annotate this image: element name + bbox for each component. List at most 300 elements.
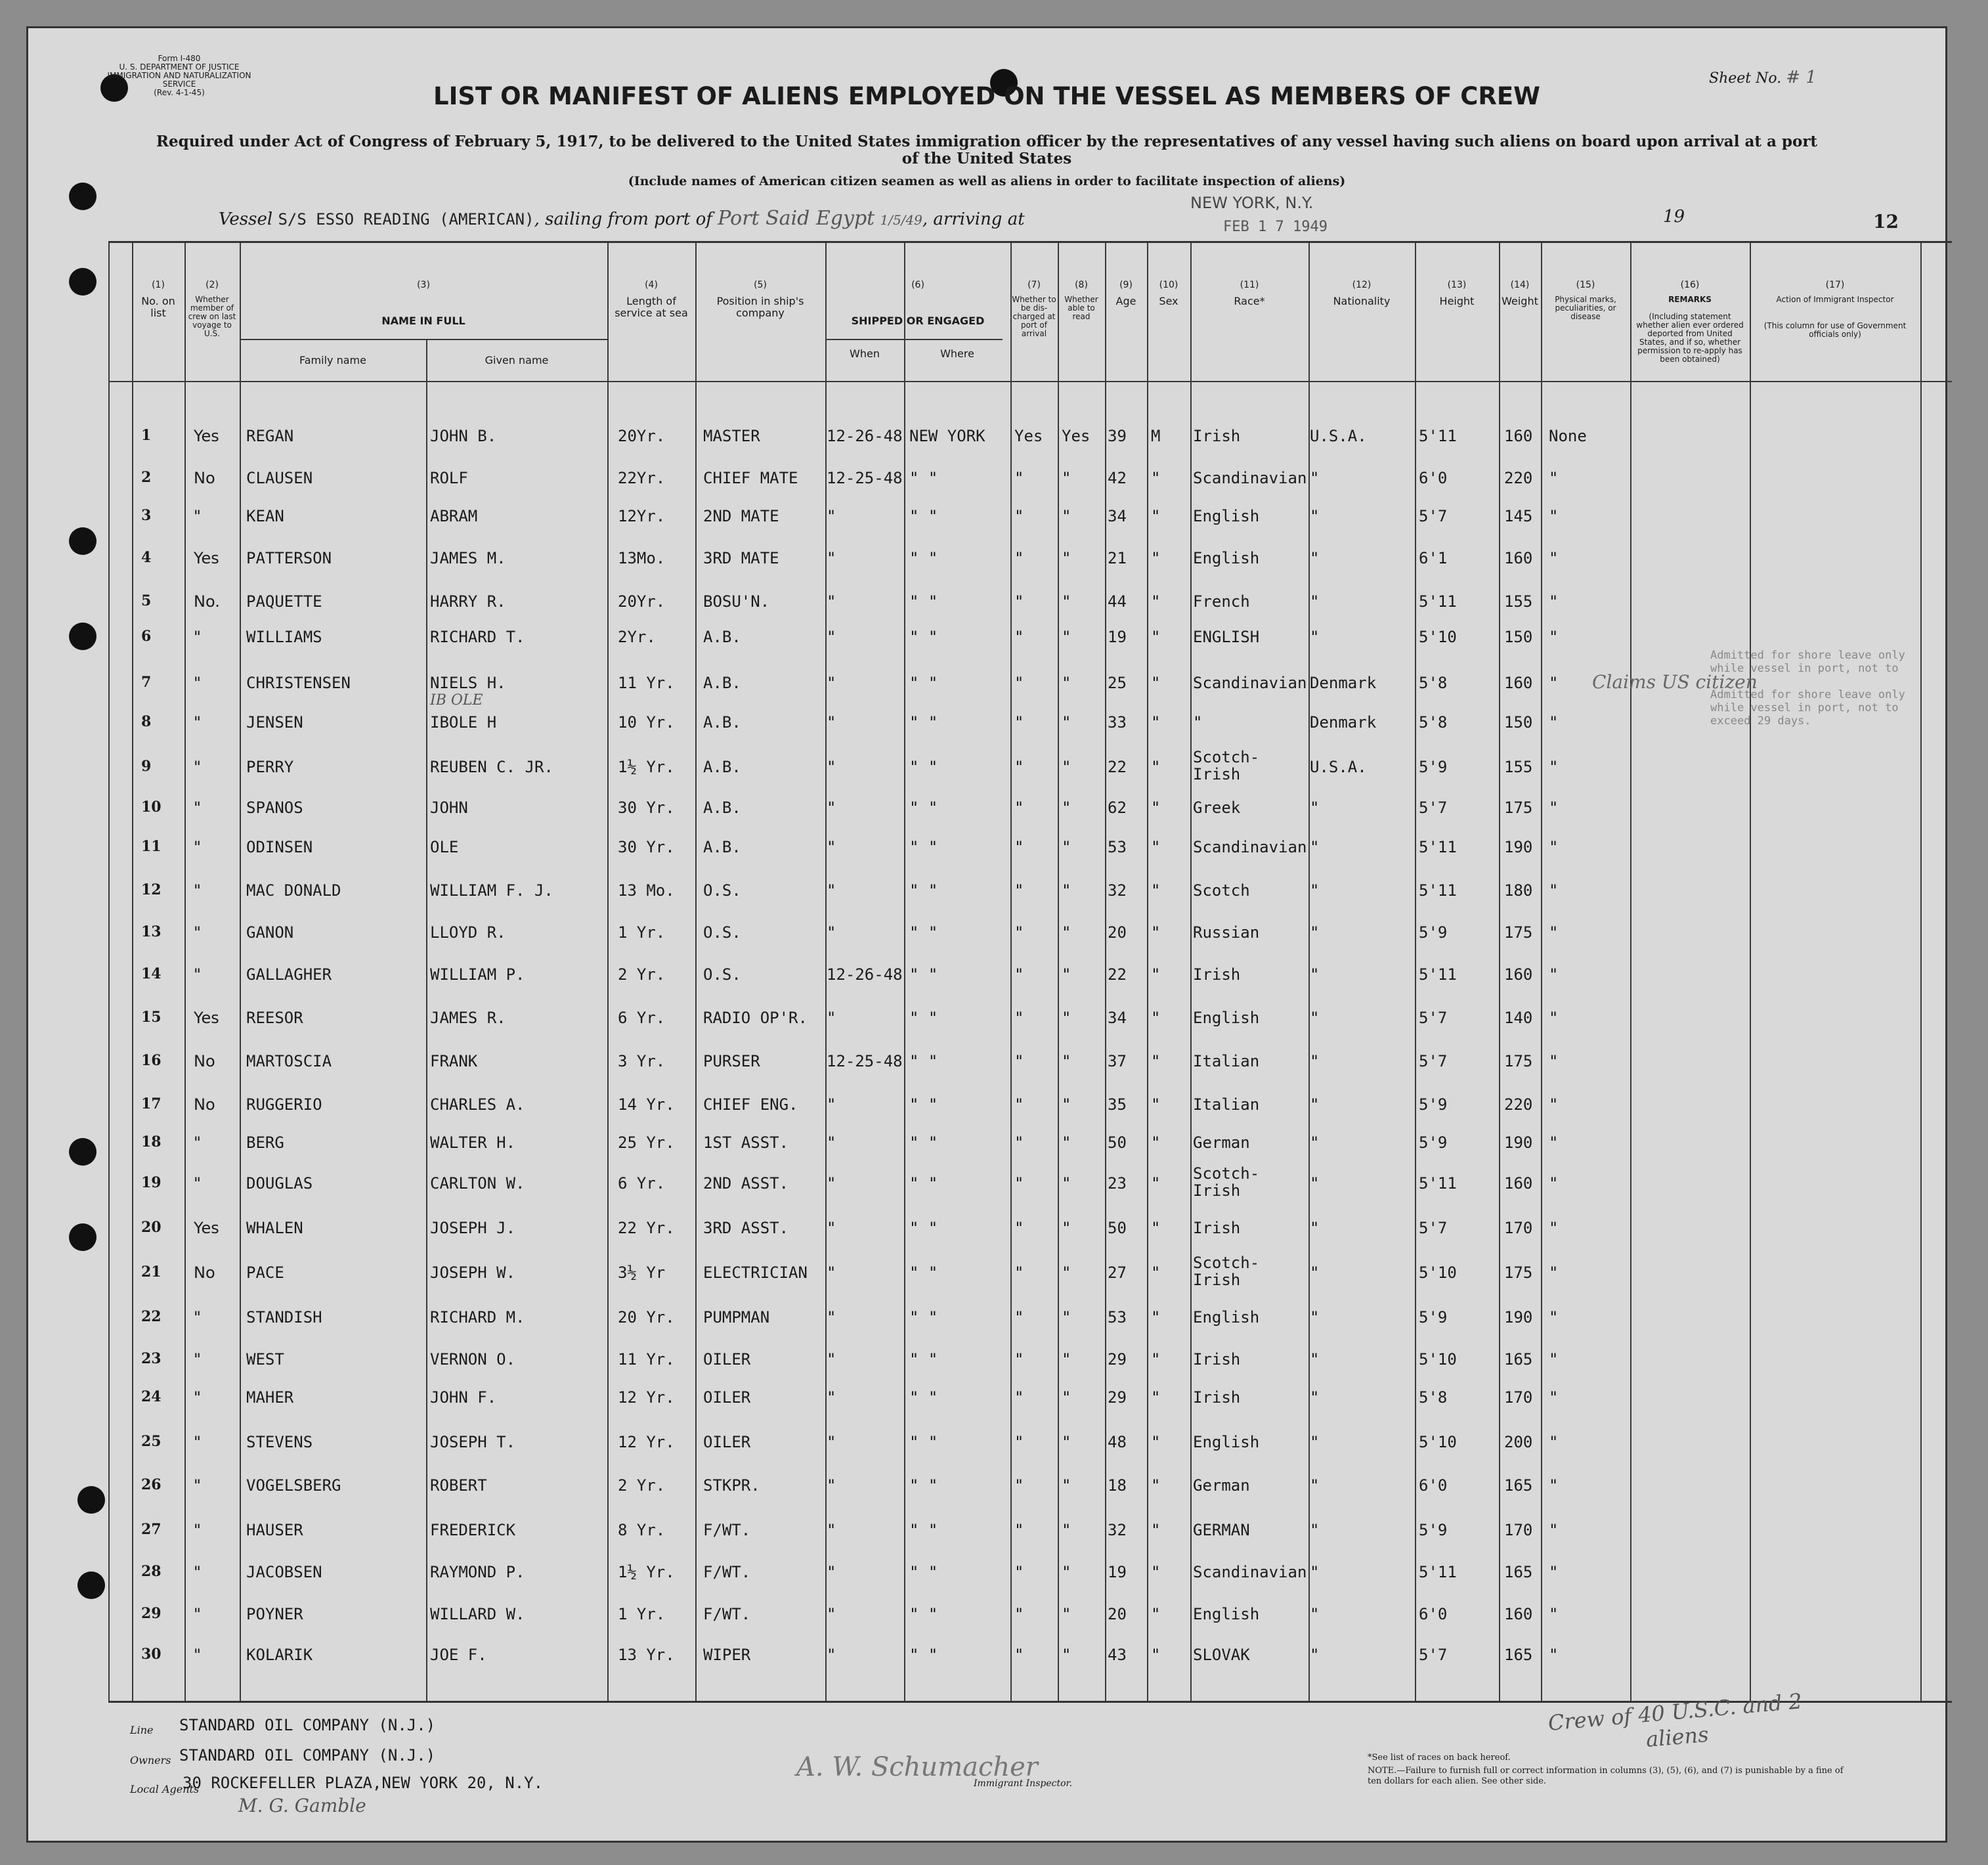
column-number: (17) (1825, 280, 1845, 290)
physical-marks: " (1549, 674, 1559, 692)
sex: " (1151, 592, 1161, 611)
nationality: " (1310, 965, 1320, 984)
able-to-read: " (1062, 674, 1071, 692)
position: A.B. (703, 758, 741, 776)
race: Scandinavian (1193, 674, 1307, 692)
able-to-read: " (1062, 965, 1071, 984)
position: BOSU'N. (703, 592, 770, 611)
weight: 175 (1504, 1052, 1533, 1070)
physical-marks: " (1549, 1219, 1559, 1237)
column-header: NAME IN FULL (381, 315, 465, 327)
able-to-read: " (1062, 628, 1071, 646)
family-name: MAHER (246, 1388, 294, 1407)
row-number: 24 (141, 1388, 162, 1405)
column-header: Whether member of crew on last voyage to U.S. (188, 295, 236, 338)
position: WIPER (703, 1646, 751, 1664)
header-rule (108, 381, 1952, 382)
sailing-date: 1/5/49 (880, 212, 922, 228)
given-name: WILLIAM P. (430, 965, 525, 984)
height: 6'1 (1419, 549, 1448, 567)
discharged: " (1014, 965, 1024, 984)
prior-voyage: " (194, 1605, 202, 1623)
shipped-when: " (827, 838, 836, 856)
crew-table (108, 241, 1952, 1703)
sex: " (1151, 549, 1161, 567)
position: OILER (703, 1350, 751, 1369)
sex: " (1151, 923, 1161, 942)
shipped-when: " (827, 758, 836, 776)
revision: (Rev. 4-1-45) (154, 88, 205, 97)
column-header: Age (1115, 295, 1136, 307)
weight: 150 (1504, 628, 1533, 646)
race: Irish (1193, 427, 1241, 445)
nationality: " (1310, 628, 1320, 646)
family-name: PERRY (246, 758, 294, 776)
shipped-when: 12-26-48 (827, 965, 903, 984)
sex: " (1151, 1433, 1161, 1451)
column-subheader: Family name (299, 354, 366, 366)
sex: " (1151, 1174, 1161, 1193)
column-number: (12) (1352, 280, 1372, 290)
age: 29 (1108, 1350, 1127, 1369)
service-length: 13 Yr. (618, 1646, 675, 1664)
race: Russian (1193, 923, 1260, 942)
position: O.S. (703, 965, 741, 984)
weight: 160 (1504, 549, 1533, 567)
row-number: 3 (141, 507, 152, 524)
column-header: Position in ship's company (716, 295, 804, 319)
shipped-when: " (827, 549, 836, 567)
height: 5'7 (1419, 1646, 1448, 1664)
shipped-where: " " (909, 881, 938, 900)
prior-voyage: " (194, 1563, 202, 1581)
discharged: " (1014, 1563, 1024, 1581)
prior-voyage: No. (194, 592, 220, 611)
owners-value: STANDARD OIL COMPANY (N.J.) (179, 1746, 436, 1765)
given-name: VERNON O. (430, 1350, 516, 1369)
height: 5'11 (1419, 881, 1457, 900)
position: F/WT. (703, 1521, 751, 1539)
shipped-where: " " (909, 1350, 938, 1369)
column-divider (1105, 243, 1106, 1701)
service-length: 2Yr. (618, 628, 656, 646)
column-number: (5) (754, 280, 767, 290)
punch-hole (69, 623, 97, 650)
prior-voyage: No (194, 1263, 215, 1282)
sex: " (1151, 674, 1161, 692)
family-name: PATTERSON (246, 549, 332, 567)
row-number: 1 (141, 427, 152, 444)
weight: 165 (1504, 1350, 1533, 1369)
discharged: " (1014, 1308, 1024, 1327)
discharged: " (1014, 1476, 1024, 1495)
discharged: " (1014, 1174, 1024, 1193)
physical-marks: " (1549, 1174, 1559, 1193)
able-to-read: " (1062, 1009, 1071, 1027)
race: Scotch-Irish (1193, 748, 1260, 783)
race: Irish (1193, 1350, 1241, 1369)
physical-marks: " (1549, 1476, 1559, 1495)
family-name: RUGGERIO (246, 1095, 322, 1114)
column-subnote: (Including statement whether alien ever ordered deported from United States, and if so, whether permission to re-apply has been obtained) (1636, 312, 1744, 364)
column-header: Length of service at sea (615, 295, 688, 319)
shipped-where: " " (909, 923, 938, 942)
shipped-where: " " (909, 799, 938, 817)
physical-marks: " (1549, 1308, 1559, 1327)
nationality: U.S.A. (1310, 758, 1367, 776)
family-name: WEST (246, 1350, 284, 1369)
column-divider (1750, 243, 1751, 1701)
family-name: BERG (246, 1133, 284, 1152)
race: English (1193, 1605, 1260, 1623)
able-to-read: " (1062, 838, 1071, 856)
given-name: RICHARD M. (430, 1308, 525, 1327)
shipped-where: " " (909, 1476, 938, 1495)
age: 29 (1108, 1388, 1127, 1407)
discharged: " (1014, 1646, 1024, 1664)
row-number: 12 (141, 881, 162, 898)
race: English (1193, 1009, 1260, 1027)
weight: 220 (1504, 469, 1533, 487)
service-length: 20Yr. (618, 592, 666, 611)
row-number: 28 (141, 1563, 162, 1580)
row-number: 5 (141, 592, 152, 609)
given-name: IBOLE H (430, 713, 497, 732)
able-to-read: " (1062, 1605, 1071, 1623)
column-divider (1415, 243, 1416, 1701)
sex: " (1151, 758, 1161, 776)
service-length: 22Yr. (618, 469, 666, 487)
nationality: " (1310, 1133, 1320, 1152)
given-name: JAMES M. (430, 549, 506, 567)
row-number: 14 (141, 965, 162, 982)
sex: " (1151, 799, 1161, 817)
given-name: FRANK (430, 1052, 478, 1070)
discharged: " (1014, 1133, 1024, 1152)
shipped-where: NEW YORK (909, 427, 985, 445)
prior-voyage: " (194, 1433, 202, 1451)
age: 27 (1108, 1263, 1127, 1282)
able-to-read: " (1062, 1521, 1071, 1539)
row-number: 30 (141, 1646, 162, 1663)
family-name: WILLIAMS (246, 628, 322, 646)
row-number: 18 (141, 1133, 162, 1151)
age: 32 (1108, 1521, 1127, 1539)
age: 44 (1108, 592, 1127, 611)
sex: " (1151, 1308, 1161, 1327)
row-number: 15 (141, 1009, 162, 1026)
shipped-where: " " (909, 1308, 938, 1327)
age: 20 (1108, 1605, 1127, 1623)
nationality: " (1310, 1308, 1320, 1327)
sailing-port: Port Said Egypt (718, 207, 875, 230)
race: French (1193, 592, 1250, 611)
sheet-value: # 1 (1786, 68, 1817, 87)
given-name: CHARLES A. (430, 1095, 525, 1114)
shipped-when: " (827, 799, 836, 817)
able-to-read: " (1062, 923, 1071, 942)
sex: " (1151, 1052, 1161, 1070)
inspector-label: Immigrant Inspector. (974, 1778, 1073, 1789)
column-divider (132, 243, 133, 1701)
punch-hole (69, 527, 97, 555)
height: 6'0 (1419, 469, 1448, 487)
prior-voyage: " (194, 923, 202, 942)
height: 5'8 (1419, 1388, 1448, 1407)
column-divider (1058, 243, 1059, 1701)
physical-marks: " (1549, 1433, 1559, 1451)
shipped-where: " " (909, 1646, 938, 1664)
discharged: " (1014, 674, 1024, 692)
position: OILER (703, 1388, 751, 1407)
race: English (1193, 1433, 1260, 1451)
physical-marks: " (1549, 713, 1559, 732)
given-name: JOE F. (430, 1646, 487, 1664)
shipped-where: " " (909, 674, 938, 692)
able-to-read: " (1062, 1133, 1071, 1152)
weight: 175 (1504, 1263, 1533, 1282)
shipped-where: " " (909, 1563, 938, 1581)
physical-marks: None (1549, 427, 1587, 445)
prior-voyage: Yes (194, 549, 219, 567)
shipped-where: " " (909, 1433, 938, 1451)
prior-voyage: No (194, 1052, 215, 1070)
position: 2ND MATE (703, 507, 779, 525)
row-number: 25 (141, 1433, 162, 1450)
physical-marks: " (1549, 507, 1559, 525)
weight: 165 (1504, 1563, 1533, 1581)
physical-marks: " (1549, 923, 1559, 942)
column-number: (10) (1159, 280, 1178, 290)
service-length: 1½ Yr. (618, 1563, 675, 1581)
column-header: Whether able to read (1064, 295, 1098, 321)
race: Italian (1193, 1052, 1260, 1070)
position: 3RD ASST. (703, 1219, 789, 1237)
weight: 150 (1504, 713, 1533, 732)
vessel-name: S/S ESSO READING (AMERICAN) (278, 210, 534, 229)
shipped-where: " " (909, 1133, 938, 1152)
race: German (1193, 1476, 1250, 1495)
row-number: 22 (141, 1308, 162, 1325)
height: 5'7 (1419, 1052, 1448, 1070)
service-length: 1 Yr. (618, 1605, 666, 1623)
sheet-number (1709, 68, 1817, 87)
service-length: 20Yr. (618, 427, 666, 445)
given-name: JOSEPH W. (430, 1263, 516, 1282)
service: IMMIGRATION AND NATURALIZATION SERVICE (107, 71, 251, 89)
physical-marks: " (1549, 1521, 1559, 1539)
service-length: 12Yr. (618, 507, 666, 525)
age: 50 (1108, 1133, 1127, 1152)
age: 53 (1108, 838, 1127, 856)
position: 3RD MATE (703, 549, 779, 567)
able-to-read: " (1062, 1646, 1071, 1664)
column-divider (1147, 243, 1148, 1701)
service-length: 12 Yr. (618, 1433, 675, 1451)
column-header: Physical marks, peculiarities, or disease (1555, 295, 1616, 321)
penalty-note: NOTE.—Failure to furnish full or correct information in columns (3), (5), (6), and (7) is punishable by a fine of ten dollars for each alien. See other side. (1368, 1766, 1844, 1786)
nationality: " (1310, 1521, 1320, 1539)
height: 5'9 (1419, 923, 1448, 942)
line-label: Line (130, 1724, 154, 1736)
column-number: (13) (1447, 280, 1467, 290)
weight: 170 (1504, 1219, 1533, 1237)
position: ELECTRICIAN (703, 1263, 808, 1282)
able-to-read: " (1062, 1052, 1071, 1070)
sheet-label: Sheet No. (1709, 70, 1782, 87)
weight: 145 (1504, 507, 1533, 525)
shipped-when: " (827, 1605, 836, 1623)
weight: 160 (1504, 427, 1533, 445)
service-length: 6 Yr. (618, 1174, 666, 1193)
shipped-when: " (827, 1174, 836, 1193)
shipped-when: " (827, 1433, 836, 1451)
prior-voyage: " (194, 1308, 202, 1327)
prior-voyage: " (194, 1133, 202, 1152)
position: 1ST ASST. (703, 1133, 789, 1152)
physical-marks: " (1549, 838, 1559, 856)
age: 22 (1108, 758, 1127, 776)
able-to-read: " (1062, 881, 1071, 900)
nationality: " (1310, 1174, 1320, 1193)
race: Irish (1193, 1219, 1241, 1237)
sex: " (1151, 1646, 1161, 1664)
shipped-where: " " (909, 1388, 938, 1407)
column-subheader: Given name (485, 354, 549, 366)
sex: M (1151, 427, 1161, 445)
row-number: 29 (141, 1605, 162, 1622)
column-divider (607, 243, 609, 1701)
service-length: 6 Yr. (618, 1009, 666, 1027)
position: CHIEF MATE (703, 469, 798, 487)
row-number: 21 (141, 1263, 162, 1281)
given-name: HARRY R. (430, 592, 506, 611)
discharged: " (1014, 592, 1024, 611)
able-to-read: " (1062, 799, 1071, 817)
column-header: Height (1439, 295, 1475, 307)
nationality: " (1310, 1388, 1320, 1407)
shipped-when: " (827, 1219, 836, 1237)
family-name: PAQUETTE (246, 592, 322, 611)
discharged: " (1014, 1521, 1024, 1539)
height: 5'7 (1419, 1009, 1448, 1027)
family-name: JACOBSEN (246, 1563, 322, 1581)
prior-voyage: " (194, 1388, 202, 1407)
service-length: 1 Yr. (618, 923, 666, 942)
given-name: JOSEPH T. (430, 1433, 516, 1451)
punch-hole (77, 1571, 105, 1599)
prior-voyage: " (194, 1476, 202, 1495)
discharged: " (1014, 881, 1024, 900)
column-number: (11) (1240, 280, 1259, 290)
prior-voyage: " (194, 713, 202, 732)
discharged: " (1014, 1009, 1024, 1027)
physical-marks: " (1549, 799, 1559, 817)
physical-marks: " (1549, 592, 1559, 611)
column-number: (4) (645, 280, 658, 290)
discharged: " (1014, 1219, 1024, 1237)
position: O.S. (703, 881, 741, 900)
shipped-when: " (827, 1521, 836, 1539)
physical-marks: " (1549, 1388, 1559, 1407)
sex: " (1151, 1476, 1161, 1495)
service-length: 3½ Yr (618, 1263, 666, 1282)
column-number: (7) (1027, 280, 1041, 290)
nationality: " (1310, 1605, 1320, 1623)
handwritten-correction: IB OLE (430, 692, 483, 709)
height: 5'7 (1419, 507, 1448, 525)
height: 5'8 (1419, 713, 1448, 732)
column-divider (108, 243, 110, 1701)
family-name: PACE (246, 1263, 284, 1282)
discharged: Yes (1014, 427, 1043, 445)
agents-value: 30 ROCKEFELLER PLAZA,NEW YORK 20, N.Y. (183, 1774, 544, 1792)
service-length: 2 Yr. (618, 965, 666, 984)
nationality: " (1310, 799, 1320, 817)
age: 62 (1108, 799, 1127, 817)
shipped-where: " " (909, 1263, 938, 1282)
position: O.S. (703, 923, 741, 942)
shipped-when: " (827, 1095, 836, 1114)
shipped-when: " (827, 1563, 836, 1581)
nationality: " (1310, 1263, 1320, 1282)
sailing-label: , sailing from port of (534, 209, 712, 229)
given-name: JOSEPH J. (430, 1219, 516, 1237)
sex: " (1151, 881, 1161, 900)
inspector-signature: A. W. Schumacher (796, 1752, 1038, 1782)
sex: " (1151, 507, 1161, 525)
row-number: 6 (141, 628, 152, 645)
nationality: " (1310, 507, 1320, 525)
height: 5'10 (1419, 1263, 1457, 1282)
age: 53 (1108, 1308, 1127, 1327)
column-number: (2) (205, 280, 219, 290)
nationality: " (1310, 1433, 1320, 1451)
weight: 165 (1504, 1646, 1533, 1664)
physical-marks: " (1549, 628, 1559, 646)
family-name: SPANOS (246, 799, 303, 817)
subheader-rule (825, 339, 1003, 340)
row-number: 19 (141, 1174, 162, 1191)
punch-hole (69, 268, 97, 296)
physical-marks: " (1549, 1563, 1559, 1581)
height: 5'11 (1419, 427, 1457, 445)
shipped-when: 12-26-48 (827, 427, 903, 445)
prior-voyage: No (194, 1095, 215, 1114)
position: A.B. (703, 628, 741, 646)
shipped-when: " (827, 713, 836, 732)
height: 5'11 (1419, 1174, 1457, 1193)
given-name: JAMES R. (430, 1009, 506, 1027)
race: SLOVAK (1193, 1646, 1250, 1664)
age: 32 (1108, 881, 1127, 900)
sex: " (1151, 1219, 1161, 1237)
nationality: " (1310, 881, 1320, 900)
weight: 220 (1504, 1095, 1533, 1114)
shipped-when: 12-25-48 (827, 469, 903, 487)
service-length: 11 Yr. (618, 1350, 675, 1369)
weight: 190 (1504, 838, 1533, 856)
given-name: NIELS H. (430, 674, 506, 692)
column-divider (1010, 243, 1012, 1701)
height: 5'11 (1419, 1563, 1457, 1581)
age: 21 (1108, 549, 1127, 567)
position: OILER (703, 1433, 751, 1451)
row-number: 26 (141, 1476, 162, 1493)
position: PURSER (703, 1052, 760, 1070)
shipped-when: " (827, 507, 836, 525)
nationality: U.S.A. (1310, 427, 1367, 445)
